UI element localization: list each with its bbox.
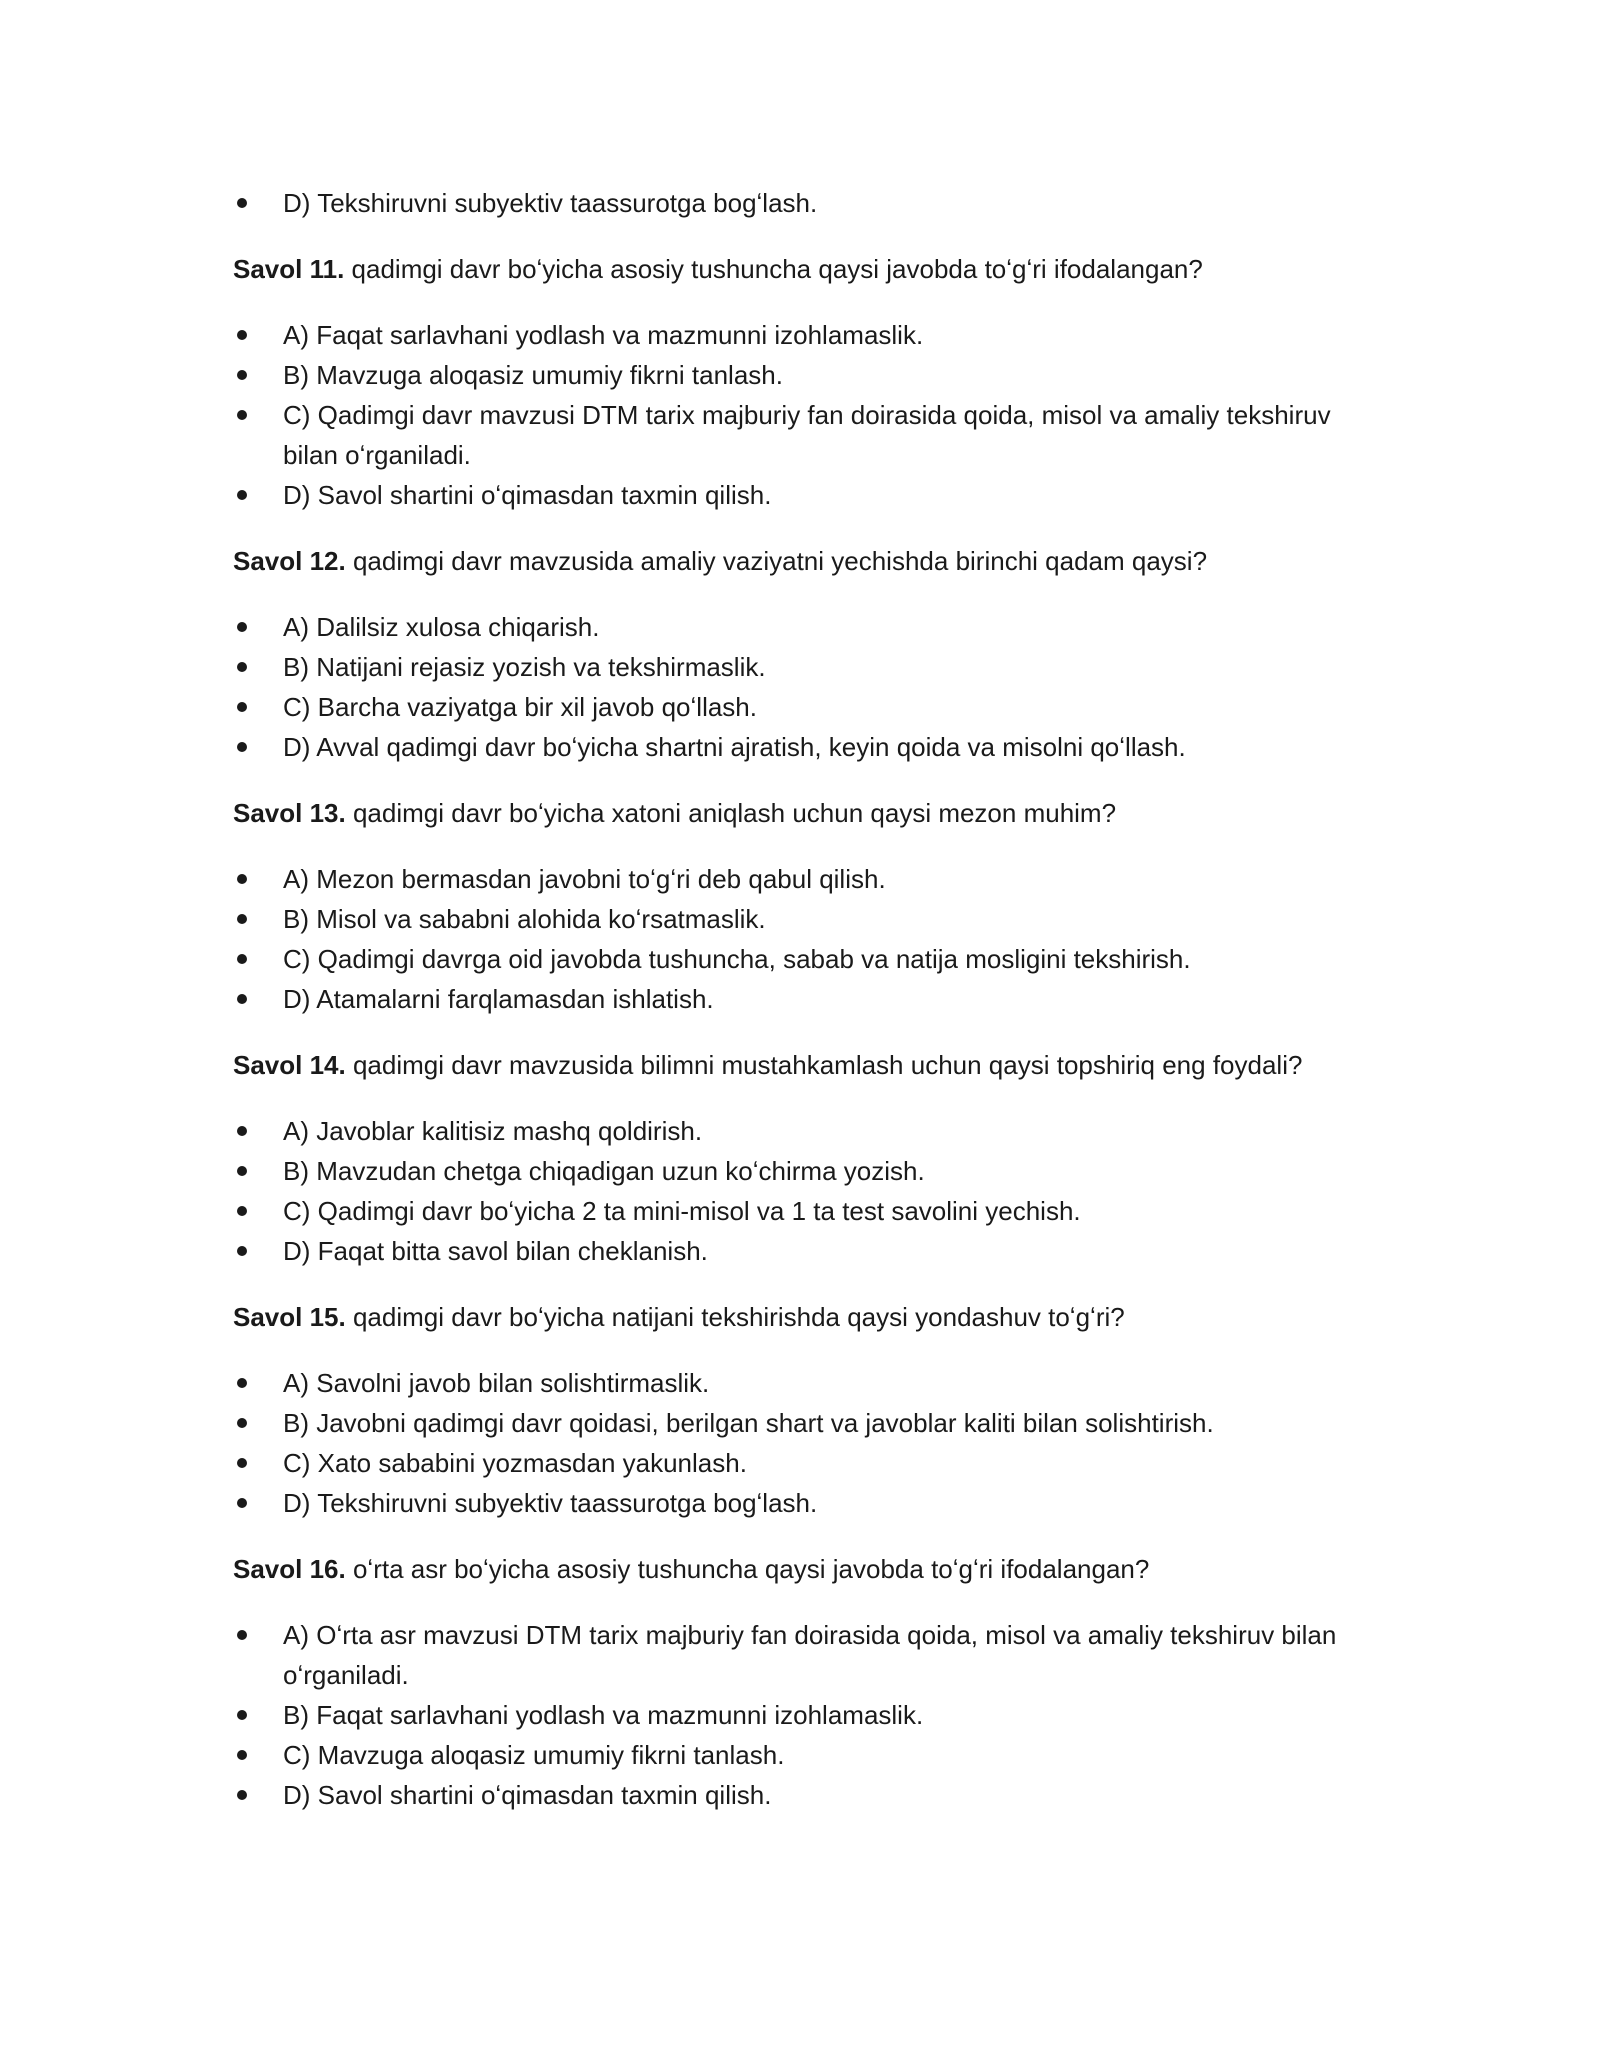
document-page xyxy=(233,183,1373,1815)
option-text: B) Javobni qadimgi davr qoidasi, berilgan shart va javoblar kaliti bilan solishtirish. xyxy=(283,1408,1214,1438)
bullet-icon xyxy=(237,1206,247,1216)
option-item xyxy=(233,1695,1373,1735)
option-item xyxy=(233,1363,1373,1403)
question-heading xyxy=(233,541,1373,581)
bullet-icon xyxy=(237,1710,247,1720)
option-text: A) Mezon bermasdan javobni toʻgʻri deb qabul qilish. xyxy=(283,864,886,894)
bullet-icon xyxy=(237,1126,247,1136)
bullet-icon xyxy=(237,1458,247,1468)
option-text: D) Savol shartini oʻqimasdan taxmin qilish. xyxy=(283,480,772,510)
question-number: Savol 15. xyxy=(233,1302,346,1332)
option-text: A) Javoblar kalitisiz mashq qoldirish. xyxy=(283,1116,703,1146)
option-text: B) Natijani rejasiz yozish va tekshirmaslik. xyxy=(283,652,766,682)
question-number: Savol 16. xyxy=(233,1554,346,1584)
option-item xyxy=(233,1775,1373,1815)
bullet-icon xyxy=(237,1166,247,1176)
bullet-icon xyxy=(237,1630,247,1640)
option-item xyxy=(233,355,1373,395)
option-text: C) Qadimgi davrga oid javobda tushuncha, sabab va natija mosligini tekshirish. xyxy=(283,944,1191,974)
option-text: D) Atamalarni farqlamasdan ishlatish. xyxy=(283,984,714,1014)
option-item xyxy=(233,1191,1373,1231)
option-item xyxy=(233,1151,1373,1191)
option-item xyxy=(233,647,1373,687)
bullet-icon xyxy=(237,742,247,752)
question-heading xyxy=(233,1297,1373,1337)
question-text: qadimgi davr boʻyicha natijani tekshirishda qaysi yondashuv toʻgʻri? xyxy=(345,1302,1125,1332)
bullet-icon xyxy=(237,410,247,420)
option-item xyxy=(233,859,1373,899)
option-item xyxy=(233,1615,1373,1695)
option-text: D) Savol shartini oʻqimasdan taxmin qilish. xyxy=(283,1780,772,1810)
question-text: qadimgi davr mavzusida bilimni mustahkamlash uchun qaysi topshiriq eng foydali? xyxy=(345,1050,1303,1080)
bullet-icon xyxy=(237,1498,247,1508)
question-heading xyxy=(233,793,1373,833)
option-text: C) Barcha vaziyatga bir xil javob qoʻllash. xyxy=(283,692,757,722)
option-item xyxy=(233,607,1373,647)
option-list xyxy=(233,607,1373,767)
bullet-icon xyxy=(237,954,247,964)
option-list xyxy=(233,859,1373,1019)
option-item xyxy=(233,899,1373,939)
bullet-icon xyxy=(237,490,247,500)
option-item xyxy=(233,183,1373,223)
bullet-icon xyxy=(237,914,247,924)
question-heading xyxy=(233,1549,1373,1589)
option-text: C) Mavzuga aloqasiz umumiy fikrni tanlash. xyxy=(283,1740,785,1770)
bullet-icon xyxy=(237,330,247,340)
option-text: D) Faqat bitta savol bilan cheklanish. xyxy=(283,1236,708,1266)
question-heading xyxy=(233,249,1373,289)
option-text: A) Faqat sarlavhani yodlash va mazmunni izohlamaslik. xyxy=(283,320,924,350)
question-text: qadimgi davr boʻyicha asosiy tushuncha qaysi javobda toʻgʻri ifodalangan? xyxy=(344,254,1203,284)
top-option-list xyxy=(233,183,1373,223)
option-list xyxy=(233,315,1373,515)
bullet-icon xyxy=(237,622,247,632)
question-number: Savol 11. xyxy=(233,254,345,284)
bullet-icon xyxy=(237,1750,247,1760)
option-text: D) Tekshiruvni subyektiv taassurotga bogʻlash. xyxy=(283,188,818,218)
option-text: A) Oʻrta asr mavzusi DTM tarix majburiy fan doirasida qoida, misol va amaliy tekshiruv bilan oʻrganiladi. xyxy=(283,1620,1337,1690)
option-item xyxy=(233,315,1373,355)
bullet-icon xyxy=(237,1418,247,1428)
option-list xyxy=(233,1111,1373,1271)
option-item xyxy=(233,1231,1373,1271)
bullet-icon xyxy=(237,370,247,380)
option-item xyxy=(233,1443,1373,1483)
bullet-icon xyxy=(237,994,247,1004)
bullet-icon xyxy=(237,702,247,712)
option-text: D) Tekshiruvni subyektiv taassurotga bogʻlash. xyxy=(283,1488,818,1518)
option-item xyxy=(233,1111,1373,1151)
option-list xyxy=(233,1363,1373,1523)
option-text: D) Avval qadimgi davr boʻyicha shartni ajratish, keyin qoida va misolni qoʻllash. xyxy=(283,732,1186,762)
bullet-icon xyxy=(237,874,247,884)
option-text: B) Mavzuga aloqasiz umumiy fikrni tanlash. xyxy=(283,360,783,390)
bullet-icon xyxy=(237,1790,247,1800)
question-text: oʻrta asr boʻyicha asosiy tushuncha qaysi javobda toʻgʻri ifodalangan? xyxy=(345,1554,1150,1584)
option-item xyxy=(233,395,1373,475)
option-text: A) Savolni javob bilan solishtirmaslik. xyxy=(283,1368,710,1398)
question-text: qadimgi davr boʻyicha xatoni aniqlash uchun qaysi mezon muhim? xyxy=(345,798,1117,828)
option-item xyxy=(233,1403,1373,1443)
question-heading xyxy=(233,1045,1373,1085)
question-number: Savol 12. xyxy=(233,546,346,576)
option-item xyxy=(233,939,1373,979)
question-list xyxy=(233,249,1373,1815)
bullet-icon xyxy=(237,662,247,672)
option-text: B) Faqat sarlavhani yodlash va mazmunni izohlamaslik. xyxy=(283,1700,924,1730)
bullet-icon xyxy=(237,1246,247,1256)
option-text: B) Misol va sababni alohida koʻrsatmaslik. xyxy=(283,904,766,934)
option-item xyxy=(233,979,1373,1019)
option-item xyxy=(233,475,1373,515)
bullet-icon xyxy=(237,198,247,208)
question-number: Savol 13. xyxy=(233,798,346,828)
option-item xyxy=(233,1735,1373,1775)
bullet-icon xyxy=(237,1378,247,1388)
question-text: qadimgi davr mavzusida amaliy vaziyatni yechishda birinchi qadam qaysi? xyxy=(345,546,1208,576)
option-text: C) Qadimgi davr boʻyicha 2 ta mini-misol va 1 ta test savolini yechish. xyxy=(283,1196,1081,1226)
option-text: C) Qadimgi davr mavzusi DTM tarix majburiy fan doirasida qoida, misol va amaliy tekshiruv bilan oʻrganiladi. xyxy=(283,400,1331,470)
option-list xyxy=(233,1615,1373,1815)
option-item xyxy=(233,727,1373,767)
option-text: A) Dalilsiz xulosa chiqarish. xyxy=(283,612,600,642)
option-text: B) Mavzudan chetga chiqadigan uzun koʻchirma yozish. xyxy=(283,1156,925,1186)
option-item xyxy=(233,1483,1373,1523)
question-number: Savol 14. xyxy=(233,1050,346,1080)
option-item xyxy=(233,687,1373,727)
option-text: C) Xato sababini yozmasdan yakunlash. xyxy=(283,1448,747,1478)
